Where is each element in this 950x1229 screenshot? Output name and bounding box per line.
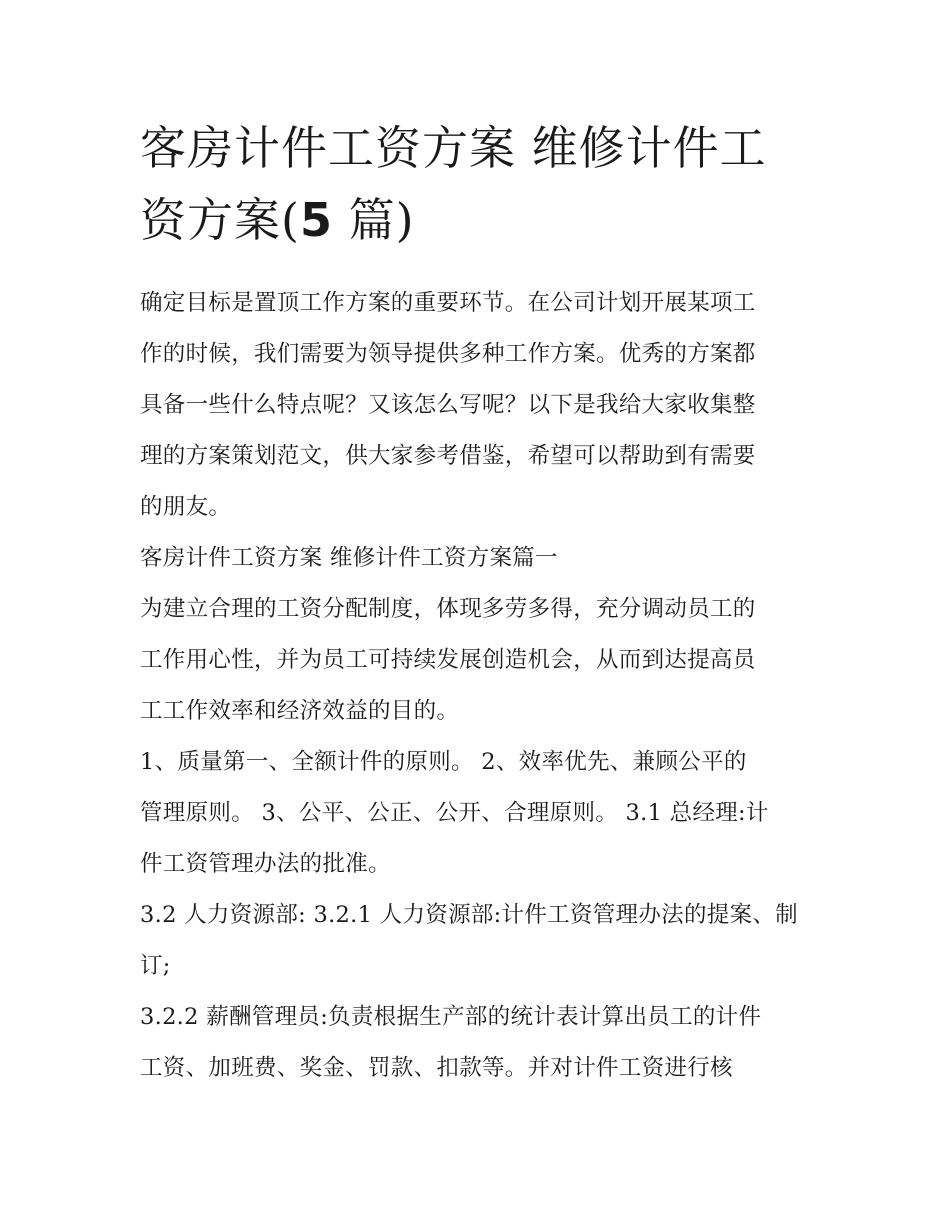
title-line-2-number: 5 <box>299 193 333 247</box>
text-line: 工资、加班费、奖金、罚款、扣款等。并对计件工资进行核 <box>140 1055 733 1081</box>
page-title <box>140 112 820 256</box>
section-heading <box>140 533 820 584</box>
text-line: 3.2 人力资源部: 3.2.1 人力资源部:计件工资管理办法的提案、制 <box>140 902 798 928</box>
text-line: 为建立合理的工资分配制度，体现多劳多得，充分调动员工的 <box>140 596 756 622</box>
salary-admin-paragraph <box>140 992 820 1094</box>
hr-paragraph <box>140 890 820 992</box>
text-line: 具备一些什么特点呢？又该怎么写呢？以下是我给大家收集整 <box>140 392 756 418</box>
title-line-2 <box>140 184 820 256</box>
text-line: 订; <box>140 953 171 979</box>
text-line: 1、质量第一、全额计件的原则。 2、效率优先、兼顾公平的 <box>140 749 747 775</box>
text-line: 管理原则。 3、公平、公正、公开、合理原则。 3.1 总经理:计 <box>140 800 769 826</box>
text-line: 确定目标是置顶工作方案的重要环节。在公司计划开展某项工 <box>140 290 756 316</box>
title-line-2-suffix: 篇) <box>332 193 415 247</box>
text-line: 的朋友。 <box>140 494 232 520</box>
title-line-1: 客房计件工资方案 维修计件工 <box>140 121 767 175</box>
document-body <box>140 112 820 1094</box>
text-line: 3.2.2 薪酬管理员:负责根据生产部的统计表计算出员工的计件 <box>140 1004 762 1030</box>
intro-paragraph <box>140 278 820 533</box>
text-line: 件工资管理办法的批准。 <box>140 851 391 877</box>
principles-paragraph <box>140 737 820 890</box>
title-line-2-prefix: 资方案( <box>140 193 300 247</box>
purpose-paragraph <box>140 584 820 737</box>
text-line: 工工作效率和经济效益的目的。 <box>140 698 460 724</box>
text-line: 客房计件工资方案 维修计件工资方案篇一 <box>140 545 558 571</box>
text-line: 理的方案策划范文，供大家参考借鉴，希望可以帮助到有需要 <box>140 443 756 469</box>
text-line: 作的时候，我们需要为领导提供多种工作方案。优秀的方案都 <box>140 341 756 367</box>
text-line: 工作用心性，并为员工可持续发展创造机会，从而到达提高员 <box>140 647 756 673</box>
